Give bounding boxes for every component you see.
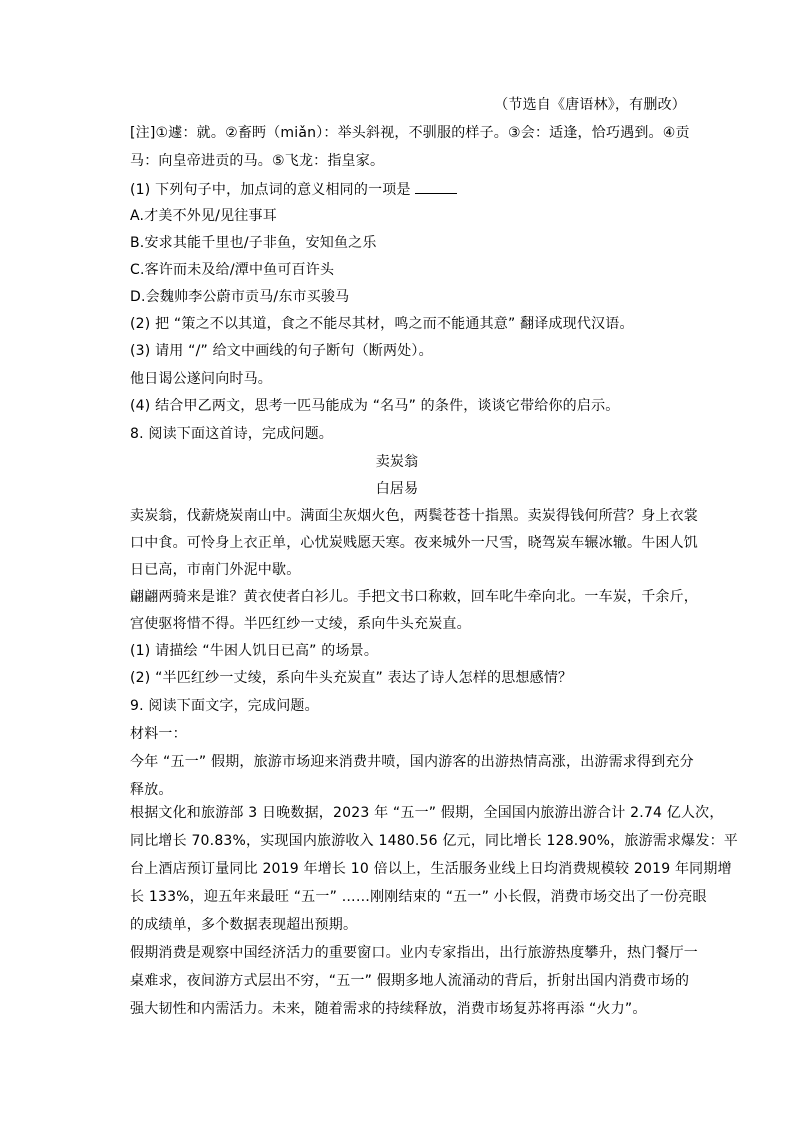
material-line: 同比增长 70.83%，实现国内旅游收入 1480.56 亿元，同比增长 128.90%，旅游需求爆发：平 <box>130 833 738 849</box>
material-label: 材料一： <box>130 726 187 742</box>
material-line: 的成绩单，多个数据表现超出预期。 <box>130 917 358 933</box>
material-line: 今年 “五一” 假期，旅游市场迎来消费井喷，国内游客的出游热情高涨，出游需求得到充分 <box>130 754 694 770</box>
q8-sub2: (2) “半匹红纱一丈绫，系向牛头充炭直” 表达了诗人怎样的思想感情？ <box>130 670 573 686</box>
material-line: 强大韧性和内需活力。未来，随着需求的持续释放，消费市场复苏将再添 “火力”。 <box>130 1001 647 1017</box>
source-note: （节选自《唐语林》，有删改） <box>494 97 686 113</box>
poem-line: 口中食。可怜身上衣正单，心忧炭贱愿天寒。夜来城外一尺雪，晓驾炭车辗冰辙。牛困人饥 <box>130 535 698 551</box>
answer-blank <box>415 179 457 194</box>
q7-option-d: D.会魏帅李公蔚市贡马/东市买骏马 <box>130 289 350 305</box>
annotation-line-1: [注]①遽：就。②畜眄（miǎn）：举头斜视，不驯服的样子。③会：适逢，恰巧遇到。④贡 <box>130 125 690 141</box>
q7-sub2: (2) 把 “策之不以其道，食之不能尽其材，鸣之而不能通其意” 翻译成现代汉语。 <box>130 316 634 332</box>
poem-line: 翩翩两骑来是谁？黄衣使者白衫儿。手把文书口称敕，回车叱牛牵向北。一车炭，千余斤， <box>130 589 698 605</box>
material-line: 释放。 <box>130 782 173 798</box>
material-line: 根据文化和旅游部 3 日晚数据，2023 年 “五一” 假期，全国国内旅游出游合计 2.74 亿人次， <box>130 805 724 821</box>
q7-option-b: B.安求其能千里也/子非鱼，安知鱼之乐 <box>130 235 377 251</box>
q7-sub1 <box>130 179 690 200</box>
poem-line: 卖炭翁，伐薪烧炭南山中。满面尘灰烟火色，两鬓苍苍十指黑。卖炭得钱何所营？身上衣裳 <box>130 508 698 524</box>
poem-line: 宫使驱将惜不得。半匹红纱一丈绫，系向牛头充炭直。 <box>130 616 471 632</box>
material-line: 假期消费是观察中国经济活力的重要窗口。业内专家指出，出行旅游热度攀升，热门餐厅一 <box>130 945 698 961</box>
annotation-line-2: 马：向皇帝进贡的马。⑤飞龙：指皇家。 <box>130 153 385 169</box>
q7-sub4: (4) 结合甲乙两文，思考一匹马能成为 “名马” 的条件，谈谈它带给你的启示。 <box>130 398 620 414</box>
q7-sub3-sentence: 他日谒公遂问向时马。 <box>130 371 272 387</box>
q9-heading: 9. 阅读下面文字，完成问题。 <box>130 698 319 714</box>
q8-heading: 8. 阅读下面这首诗，完成问题。 <box>130 426 334 442</box>
q7-sub1-text: (1) 下列句子中，加点词的意义相同的一项是 <box>130 182 411 198</box>
poem-line: 日已高，市南门外泥中歇。 <box>130 562 301 578</box>
q8-sub1: (1) 请描绘 “牛困人饥日已高” 的场景。 <box>130 643 379 659</box>
q7-option-a: A.才美不外见/见往事耳 <box>130 208 277 224</box>
material-line: 长 133%，迎五年来最旺 “五一” ……刚刚结束的 “五一” 小长假，消费市场交出了一份亮眼 <box>130 889 707 905</box>
material-line: 桌难求，夜间游方式层出不穷，“五一” 假期多地人流涌动的背后，折射出国内消费市场的 <box>130 973 690 989</box>
material-line: 台上酒店预订量同比 2019 年增长 10 倍以上，生活服务业线上日均消费规模较 2019 年同期增 <box>130 861 732 877</box>
q7-sub3: (3) 请用 “/” 给文中画线的句子断句（断两处）。 <box>130 343 433 359</box>
poem-title: 卖炭翁 <box>375 454 419 470</box>
poem-author: 白居易 <box>375 481 419 497</box>
q7-option-c: C.客许而未及给/潭中鱼可百许头 <box>130 262 335 278</box>
